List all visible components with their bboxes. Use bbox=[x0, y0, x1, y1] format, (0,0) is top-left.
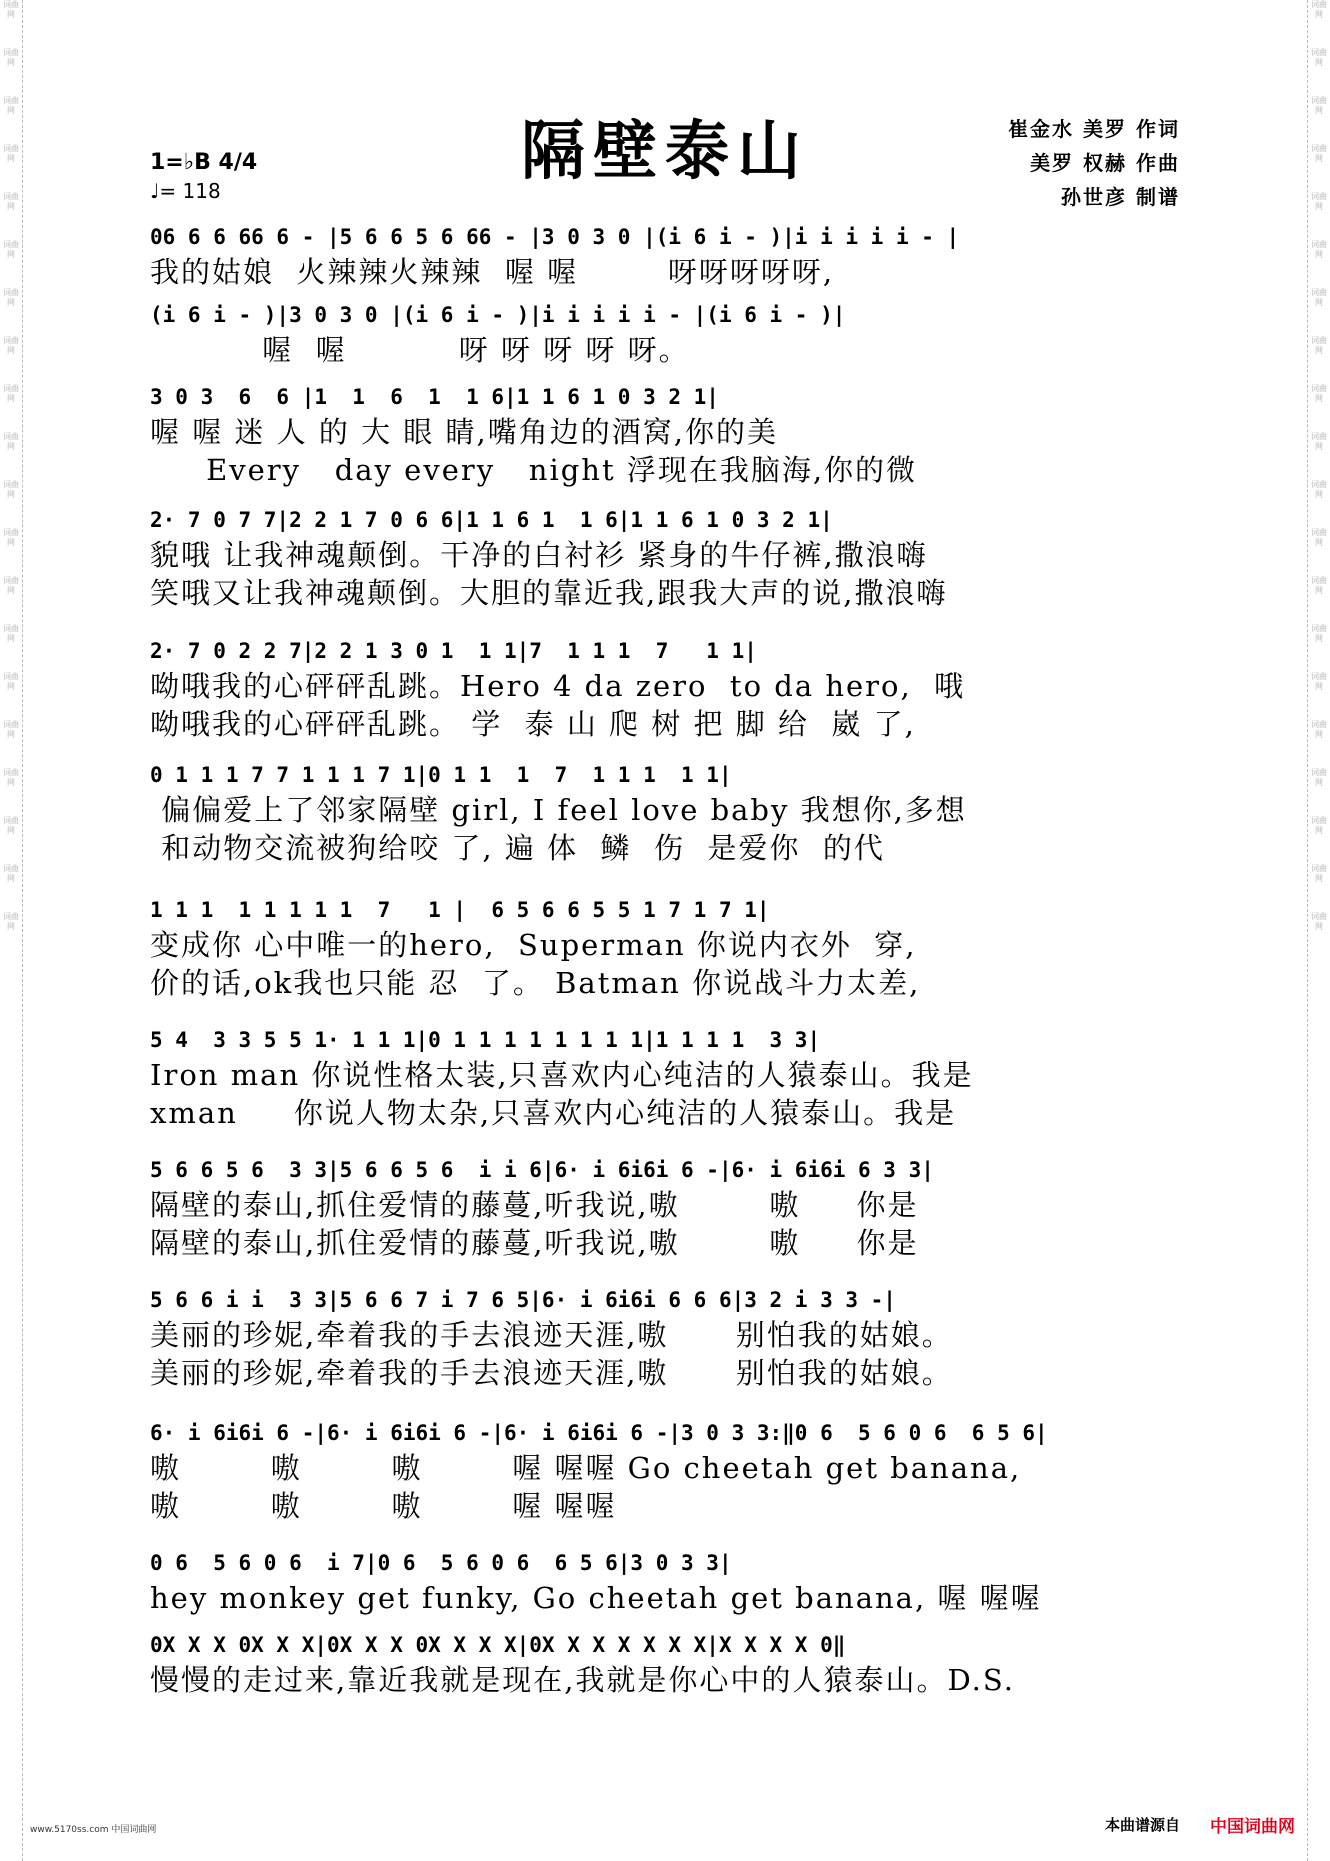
notation-line: 0X X X 0X X X|0X X X 0X X X X|0X X X X X X X|X X X X 0‖ bbox=[150, 1633, 846, 1657]
lyric-line: 隔壁的泰山,抓住爱情的藤蔓,听我说,嗷 嗷 你是 bbox=[150, 1188, 919, 1222]
lyricist-credit: 崔金水 美罗 作词 bbox=[1008, 117, 1180, 141]
notation-line: 06 6 6 66 6 - |5 6 6 5 6 66 - |3 0 3 0 |(i 6 i - )|i i i i i - | bbox=[150, 225, 960, 249]
lyric-line: hey monkey get funky, Go cheetah get banana, 喔 喔喔 bbox=[150, 1581, 1042, 1615]
score-meta bbox=[150, 150, 257, 203]
watermark-strip-left: 词曲网 词曲网 词曲网 词曲网 词曲网 词曲网 词曲网 词曲网 词曲网 词曲网 词曲网 词曲网 词曲网 词曲网 词曲网 词曲网 词曲网 词曲网 词曲网 词曲网 bbox=[0, 0, 23, 1861]
lyric-line: 嗷 嗷 嗷 喔 喔喔 Go cheetah get banana, bbox=[150, 1451, 1022, 1485]
lyric-line: 和动物交流被狗给咬 了, 遍 体 鳞 伤 是爱你 的代 bbox=[150, 831, 885, 865]
notation-line: 5 6 6 5 6 3 3|5 6 6 5 6 i i 6|6· i 6i6i 6 -|6· i 6i6i 6 3 3| bbox=[150, 1158, 934, 1182]
composer-credit: 美罗 权赫 作曲 bbox=[1030, 151, 1180, 175]
lyric-line: 呦哦我的心砰砰乱跳。Hero 4 da zero to da hero, 哦 bbox=[150, 669, 966, 703]
lyric-line: 喔 喔 迷 人 的 大 眼 睛,嘴角边的酒窝,你的美 bbox=[150, 415, 778, 449]
score-system bbox=[150, 1630, 1182, 1699]
key-signature: 1=♭B 4/4 bbox=[150, 150, 258, 175]
score-system bbox=[150, 222, 1182, 291]
notation-line: 2· 7 0 7 7|2 2 1 7 0 6 6|1 1 6 1 1 6|1 1 6 1 0 3 2 1| bbox=[150, 508, 833, 532]
lyric-line: 价的话,ok我也只能 忍 了。 Batman 你说战斗力太差, bbox=[150, 966, 921, 1000]
score-system bbox=[150, 1025, 1182, 1132]
lyric-line: 隔壁的泰山,抓住爱情的藤蔓,听我说,嗷 嗷 你是 bbox=[150, 1226, 919, 1260]
lyric-line: Every day every night 浮现在我脑海,你的微 bbox=[150, 453, 918, 487]
score-system bbox=[150, 1155, 1182, 1262]
score-system bbox=[150, 300, 1182, 369]
lyric-line: 我的姑娘 火辣辣火辣辣 喔 喔 呀呀呀呀呀, bbox=[150, 255, 835, 289]
notation-line: 0 6 5 6 0 6 i 7|0 6 5 6 0 6 6 5 6|3 0 3 3| bbox=[150, 1551, 732, 1575]
notation-line: 1 1 1 1 1 1 1 1 7 1 | 6 5 6 6 5 5 1 7 1 7 1| bbox=[150, 898, 770, 922]
lyric-line: 呦哦我的心砰砰乱跳。 学 泰 山 爬 树 把 脚 给 崴 了, bbox=[150, 707, 916, 741]
score-system bbox=[150, 760, 1182, 867]
lyric-line: xman 你说人物太杂,只喜欢内心纯洁的人猿泰山。我是 bbox=[150, 1096, 957, 1130]
score-system bbox=[150, 1548, 1182, 1617]
notation-line: 6· i 6i6i 6 -|6· i 6i6i 6 -|6· i 6i6i 6 -|3 0 3 3:‖0 6 5 6 0 6 6 5 6| bbox=[150, 1421, 1048, 1445]
score-system bbox=[150, 1285, 1182, 1392]
lyric-line: 美丽的珍妮,牵着我的手去浪迹天涯,嗷 别怕我的姑娘。 bbox=[150, 1356, 953, 1390]
notation-line: (i 6 i - )|3 0 3 0 |(i 6 i - )|i i i i i - |(i 6 i - )| bbox=[150, 303, 846, 327]
score-system bbox=[150, 895, 1182, 1002]
notation-line: 2· 7 0 2 2 7|2 2 1 3 0 1 1 1|7 1 1 1 7 1 1| bbox=[150, 639, 757, 663]
watermark-strip-right: 词曲网 词曲网 词曲网 词曲网 词曲网 词曲网 词曲网 词曲网 词曲网 词曲网 词曲网 词曲网 词曲网 词曲网 词曲网 词曲网 词曲网 词曲网 词曲网 词曲网 bbox=[1307, 0, 1330, 1861]
footer-site-link[interactable]: www.5170ss.com 中国词曲网 bbox=[30, 1825, 157, 1835]
score-system bbox=[150, 1418, 1182, 1525]
score-system bbox=[150, 382, 1182, 489]
credits bbox=[1008, 112, 1180, 214]
transcriber-credit: 孙世彦 制谱 bbox=[1061, 185, 1180, 209]
notation-line: 0 1 1 1 7 7 1 1 1 7 1|0 1 1 1 7 1 1 1 1 1| bbox=[150, 763, 732, 787]
footer-source-label: 本曲谱源自 bbox=[1105, 1816, 1181, 1834]
lyric-line: 貌哦 让我神魂颠倒。干净的白衬衫 紧身的牛仔裤,撒浪嗨 bbox=[150, 538, 928, 572]
tempo-marking: ♩= 118 bbox=[150, 179, 221, 203]
notation-line: 5 6 6 i i 3 3|5 6 6 7 i 7 6 5|6· i 6i6i 6 6 6|3 2 i 3 3 -| bbox=[150, 1288, 896, 1312]
lyric-line: 变成你 心中唯一的hero, Superman 你说内衣外 穿, bbox=[150, 928, 917, 962]
score-system bbox=[150, 505, 1182, 612]
score-system bbox=[150, 636, 1182, 743]
song-title: 隔壁泰山 bbox=[521, 114, 809, 189]
lyric-line: 笑哦又让我神魂颠倒。大胆的靠近我,跟我大声的说,撒浪嗨 bbox=[150, 576, 948, 610]
lyric-line: Iron man 你说性格太装,只喜欢内心纯洁的人猿泰山。我是 bbox=[150, 1058, 974, 1092]
lyric-line: 嗷 嗷 嗷 喔 喔喔 bbox=[150, 1489, 617, 1523]
notation-line: 5 4 3 3 5 5 1· 1 1 1|0 1 1 1 1 1 1 1 1|1 1 1 1 3 3| bbox=[150, 1028, 821, 1052]
lyric-line: 美丽的珍妮,牵着我的手去浪迹天涯,嗷 别怕我的姑娘。 bbox=[150, 1318, 953, 1352]
lyric-line: 喔 喔 呀 呀 呀 呀 呀。 bbox=[150, 333, 690, 367]
lyric-line: 慢慢的走过来,靠近我就是现在,我就是你心中的人猿泰山。D.S. bbox=[150, 1663, 1015, 1697]
lyric-line: 偏偏爱上了邻家隔壁 girl, I feel love baby 我想你,多想 bbox=[150, 793, 967, 827]
notation-line: 3 0 3 6 6 |1 1 6 1 1 6|1 1 6 1 0 3 2 1| bbox=[150, 385, 719, 409]
footer-brand-link[interactable]: 中国词曲网 bbox=[1210, 1817, 1295, 1837]
